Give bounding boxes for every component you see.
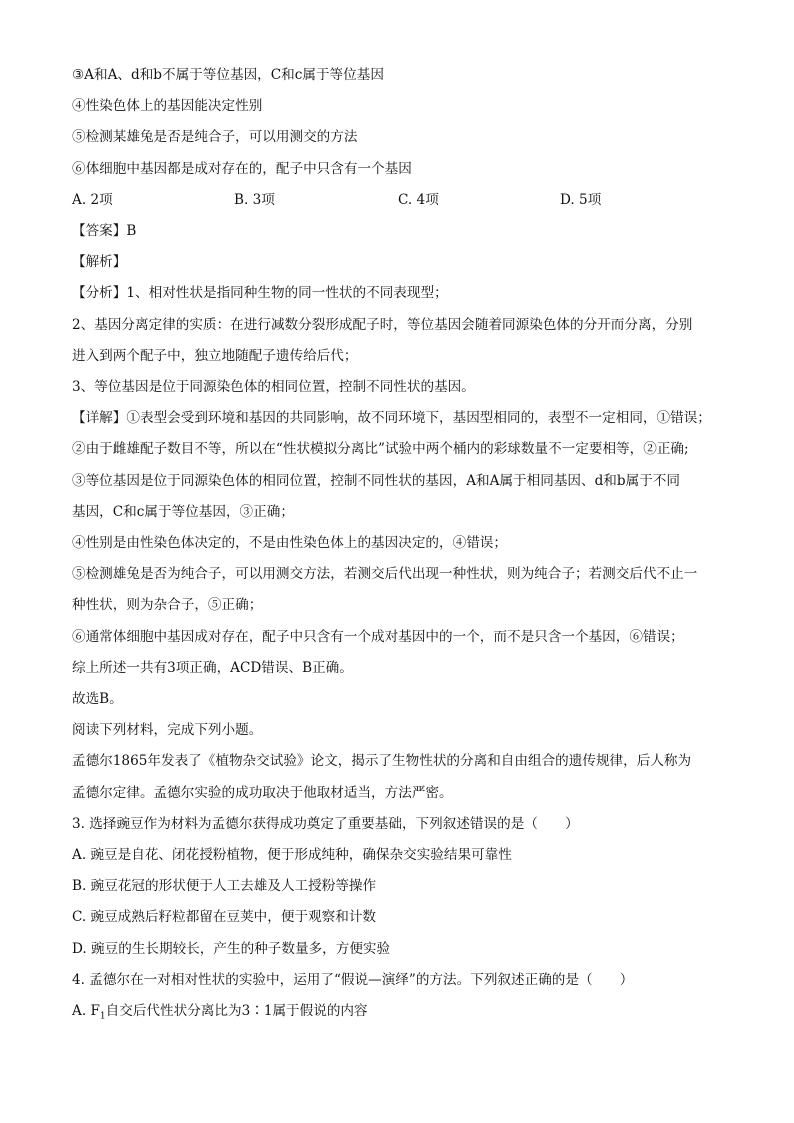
text-line: ⑥通常体细胞中基因成对存在，配子中只含有一个成对基因中的一个，而不是只含一个基因，⑥错误；	[72, 628, 684, 645]
question-4: 4. 孟德尔在一对相对性状的实验中，运用了“假说—演绎”的方法。下列叙述正确的是（ ）	[72, 971, 634, 988]
option-d: D. 5项	[560, 191, 602, 208]
option-b: B. 3项	[234, 191, 275, 208]
text-line: ④性别是由性染色体决定的，不是由性染色体上的基因决定的，④错误；	[72, 535, 507, 552]
text-line: 孟德尔1865年发表了《植物杂交试验》论文，揭示了生物性状的分离和自由组合的遗传规律，后人称为	[72, 753, 692, 770]
text-line: 种性状，则为杂合子，⑤正确；	[72, 597, 263, 614]
document-page	[72, 60, 732, 1033]
q4-option-a-sub: 1	[99, 1011, 106, 1022]
text-line: 2、基因分离定律的实质：在进行减数分裂形成配子时，等位基因会随着同源染色体的分开而分离，分别	[72, 316, 693, 333]
answer-options	[72, 185, 732, 216]
q4-option-a-prefix: A. F	[72, 1003, 100, 1020]
answer-label: 【答案】B	[72, 223, 137, 240]
text-line: ⑥体细胞中基因都是成对存在的，配子中只含有一个基因	[72, 160, 412, 177]
text-line: ②由于雌雄配子数目不等，所以在“性状模拟分离比”试验中两个桶内的彩球数量不一定要相等，②正确;	[72, 441, 689, 458]
text-line: 进入到两个配子中，独立地随配子遗传给后代；	[72, 347, 358, 364]
text-line: 3、等位基因是位于同源染色体的相同位置，控制不同性状的基因。	[72, 379, 475, 396]
text-line: 故选B。	[72, 691, 123, 708]
text-line: ④性染色体上的基因能决定性别	[72, 98, 263, 115]
analysis-title: 【解析】	[72, 254, 127, 271]
text-line: ⑤检测某雄兔是否是纯合子，可以用测交的方法	[72, 129, 358, 146]
q4-option-a-text: 自交后代性状分离比为3∶1属于假说的内容	[105, 1003, 368, 1020]
text-line: ③A和A、d和b不属于等位基因，C和c属于等位基因	[72, 67, 384, 83]
option-a: A. 2项	[72, 191, 113, 208]
text-line: 阅读下列材料，完成下列小题。	[72, 722, 263, 739]
text-line: 【分析】1、相对性状是指同种生物的同一性状的不同表现型；	[72, 285, 448, 302]
text-line: ③等位基因是位于同源染色体的相同位置，控制不同性状的基因，A和A属于相同基因、d和b属于不同	[72, 472, 680, 489]
text-line: ⑤检测雄兔是否为纯合子，可以用测交方法，若测交后代出现一种性状，则为纯合子；若测交后代不止一	[72, 566, 698, 583]
q3-option-c: C. 豌豆成熟后籽粒都留在豆荚中，便于观察和计数	[72, 909, 377, 926]
q3-option-a: A. 豌豆是自花、闭花授粉植物，便于形成纯种，确保杂交实验结果可靠性	[72, 847, 512, 864]
text-line: 综上所述一共有3项正确，ACD错误、B正确。	[72, 659, 353, 676]
text-line: 基因，C和c属于等位基因，③正确；	[72, 503, 294, 520]
q4-option-a	[72, 996, 732, 1033]
text-line: 孟德尔定律。孟德尔实验的成功取决于他取材适当，方法严密。	[72, 784, 453, 801]
q3-option-b: B. 豌豆花冠的形状便于人工去雄及人工授粉等操作	[72, 878, 377, 895]
text-line: 【详解】①表型会受到环境和基因的共同影响，故不同环境下，基因型相同的，表型不一定相同，①错误；	[72, 410, 711, 427]
q3-option-d: D. 豌豆的生长期较长，产生的种子数量多，方便实验	[72, 940, 391, 957]
question-3: 3. 选择豌豆作为材料为孟德尔获得成功奠定了重要基础，下列叙述错误的是（ ）	[72, 815, 579, 832]
option-c: C. 4项	[398, 191, 439, 208]
